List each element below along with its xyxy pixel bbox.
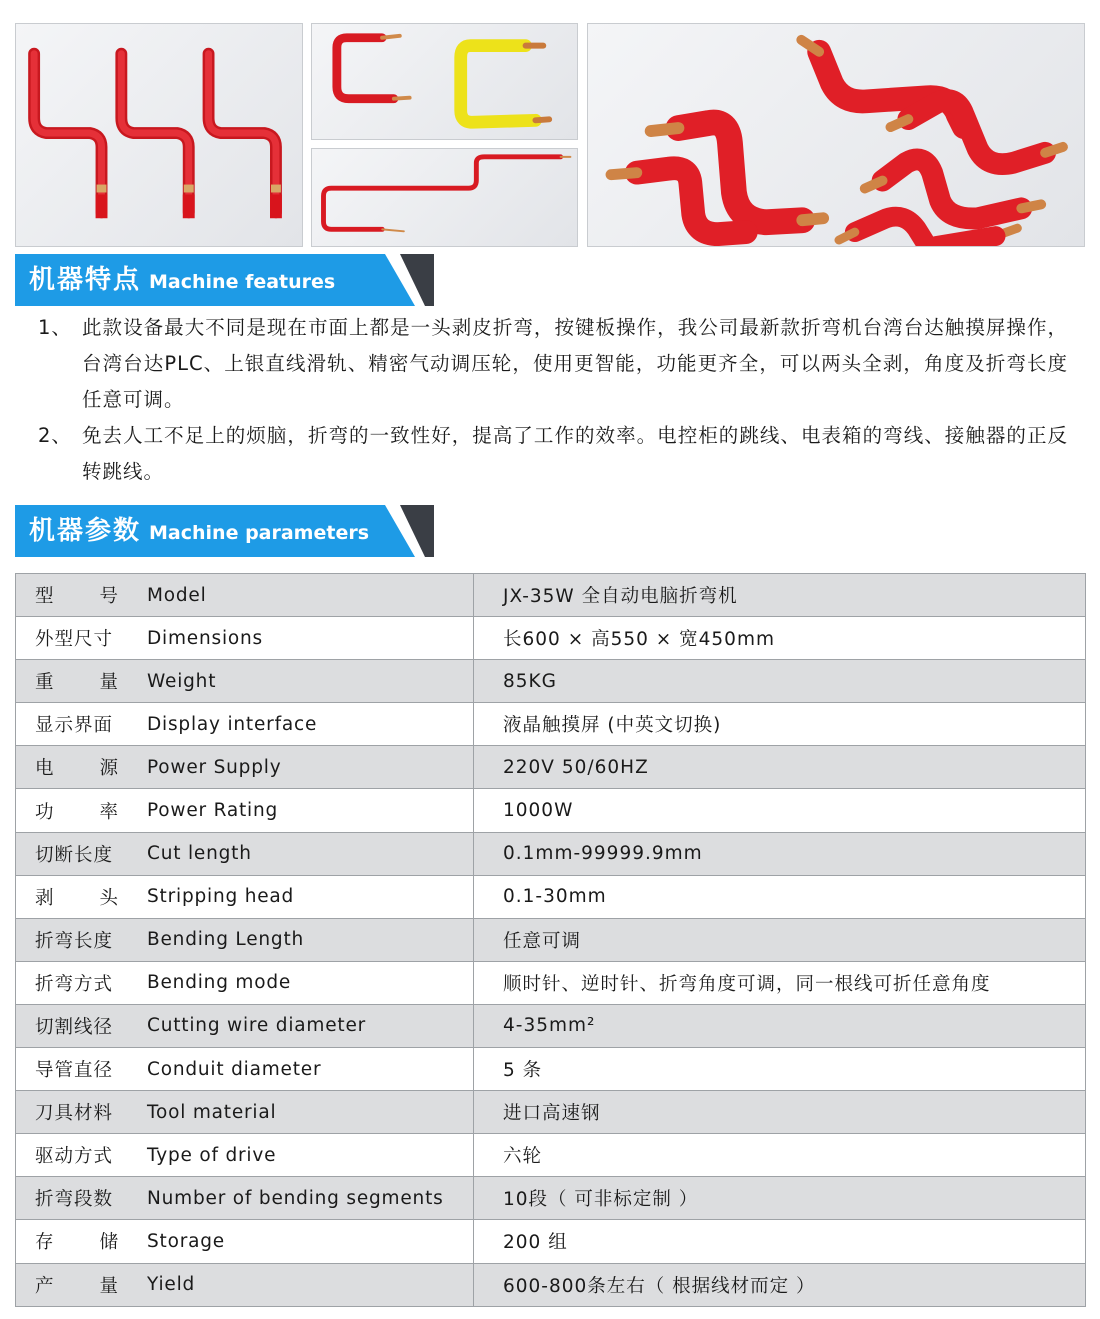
table-row bbox=[16, 1004, 1086, 1047]
param-value: 600-800条左右（ 根据线材而定 ） bbox=[474, 1263, 1086, 1306]
param-value: 10段（ 可非标定制 ） bbox=[474, 1177, 1086, 1220]
thick-wire-3 bbox=[801, 40, 977, 135]
table-row bbox=[16, 703, 1086, 746]
param-value: 六轮 bbox=[474, 1134, 1086, 1177]
table-row bbox=[16, 918, 1086, 961]
step-bent-wires-illustration bbox=[16, 24, 302, 246]
param-label-en: Model bbox=[131, 574, 474, 617]
step-wire-3 bbox=[209, 54, 282, 219]
table-row bbox=[16, 961, 1086, 1004]
table-row bbox=[16, 746, 1086, 789]
param-label-en: Type of drive bbox=[131, 1134, 474, 1177]
param-value: 85KG bbox=[474, 660, 1086, 703]
param-value: 4-35mm² bbox=[474, 1004, 1086, 1047]
table-row bbox=[16, 875, 1086, 918]
table-row bbox=[16, 1134, 1086, 1177]
table-row bbox=[16, 832, 1086, 875]
param-value: 长600 × 高550 × 宽450mm bbox=[474, 617, 1086, 660]
photo-step-bent-wires bbox=[15, 23, 303, 247]
features-title-en: Machine features bbox=[149, 271, 336, 293]
features-title bbox=[29, 254, 335, 306]
param-label-zh: 切断长度 bbox=[16, 832, 132, 875]
feature-number: 1、 bbox=[38, 316, 72, 339]
param-label-en: Tool material bbox=[131, 1091, 474, 1134]
param-value: 5 条 bbox=[474, 1048, 1086, 1091]
table-row bbox=[16, 617, 1086, 660]
param-label-en: Power Rating bbox=[131, 789, 474, 832]
photo-thick-bent-wires bbox=[587, 23, 1085, 247]
param-label-en: Conduit diameter bbox=[131, 1048, 474, 1091]
param-label-zh: 切割线径 bbox=[16, 1004, 132, 1047]
photo-u-bent-wires bbox=[311, 23, 578, 140]
param-label-en: Storage bbox=[131, 1220, 474, 1263]
param-label-en: Cut length bbox=[131, 832, 474, 875]
table-row bbox=[16, 1220, 1086, 1263]
param-label-en: Display interface bbox=[131, 703, 474, 746]
table-row bbox=[16, 1263, 1086, 1306]
param-label-en: Yield bbox=[131, 1263, 474, 1306]
u-bent-wires-illustration bbox=[312, 24, 577, 139]
long-bent-wire-illustration bbox=[312, 149, 577, 246]
param-label-zh: 折弯方式 bbox=[16, 961, 132, 1004]
table-row bbox=[16, 574, 1086, 617]
param-label-en: Bending mode bbox=[131, 961, 474, 1004]
param-value: 1000W bbox=[474, 789, 1086, 832]
params-section-header bbox=[15, 505, 435, 557]
param-value: 0.1-30mm bbox=[474, 875, 1086, 918]
param-value: 液晶触摸屏 (中英文切换) bbox=[474, 703, 1086, 746]
photo-long-bent-wire bbox=[311, 148, 578, 247]
table-row bbox=[16, 1177, 1086, 1220]
param-value: JX-35W 全自动电脑折弯机 bbox=[474, 574, 1086, 617]
params-title-zh: 机器参数 bbox=[29, 516, 142, 546]
param-label-en: Dimensions bbox=[131, 617, 474, 660]
param-label-zh: 功 率 bbox=[16, 789, 132, 832]
param-value: 0.1mm-99999.9mm bbox=[474, 832, 1086, 875]
features-title-zh: 机器特点 bbox=[29, 265, 142, 295]
param-label-en: Cutting wire diameter bbox=[131, 1004, 474, 1047]
param-value: 220V 50/60HZ bbox=[474, 746, 1086, 789]
param-label-zh: 外型尺寸 bbox=[16, 617, 132, 660]
param-value: 200 组 bbox=[474, 1220, 1086, 1263]
params-table bbox=[15, 573, 1086, 1307]
param-label-zh: 刀具材料 bbox=[16, 1091, 132, 1134]
table-row bbox=[16, 789, 1086, 832]
param-label-zh: 显示界面 bbox=[16, 703, 132, 746]
param-label-zh: 重 量 bbox=[16, 660, 132, 703]
param-label-zh: 产 量 bbox=[16, 1263, 132, 1306]
feature-text: 此款设备最大不同是现在市面上都是一头剥皮折弯，按键板操作，我公司最新款折弯机台湾台达触摸屏操作，台湾台达PLC、上银直线滑轨、精密气动调压轮，使用更智能，功能更齐全，可以两头全剥，角度及折弯长度任意可调。 bbox=[82, 316, 1068, 411]
table-row bbox=[16, 1048, 1086, 1091]
param-label-zh: 存 储 bbox=[16, 1220, 132, 1263]
param-value: 任意可调 bbox=[474, 918, 1086, 961]
table-row bbox=[16, 660, 1086, 703]
param-label-en: Weight bbox=[131, 660, 474, 703]
step-wire-1 bbox=[34, 54, 107, 219]
param-label-zh: 剥 头 bbox=[16, 875, 132, 918]
param-label-zh: 驱动方式 bbox=[16, 1134, 132, 1177]
param-label-zh: 导管直径 bbox=[16, 1048, 132, 1091]
param-label-en: Number of bending segments bbox=[131, 1177, 474, 1220]
param-label-en: Stripping head bbox=[131, 875, 474, 918]
feature-item bbox=[38, 310, 1068, 418]
param-label-en: Bending Length bbox=[131, 918, 474, 961]
params-title-en: Machine parameters bbox=[149, 522, 370, 544]
param-label-zh: 型 号 bbox=[16, 574, 132, 617]
feature-text: 免去人工不足上的烦脑，折弯的一致性好，提高了工作的效率。电控柜的跳线、电表箱的弯线、接触器的正反转跳线。 bbox=[82, 424, 1068, 483]
step-wire-2 bbox=[121, 54, 194, 219]
table-row bbox=[16, 1091, 1086, 1134]
params-title bbox=[29, 505, 369, 557]
param-label-zh: 折弯段数 bbox=[16, 1177, 132, 1220]
thick-bent-wires-illustration bbox=[588, 24, 1084, 246]
param-label-en: Power Supply bbox=[131, 746, 474, 789]
param-value: 进口高速钢 bbox=[474, 1091, 1086, 1134]
param-label-zh: 折弯长度 bbox=[16, 918, 132, 961]
param-label-zh: 电 源 bbox=[16, 746, 132, 789]
feature-item bbox=[38, 418, 1068, 490]
param-value: 顺时针、逆时针、折弯角度可调，同一根线可折任意角度 bbox=[474, 961, 1086, 1004]
features-section-header bbox=[15, 254, 435, 306]
features-list bbox=[38, 310, 1068, 490]
feature-number: 2、 bbox=[38, 424, 72, 447]
